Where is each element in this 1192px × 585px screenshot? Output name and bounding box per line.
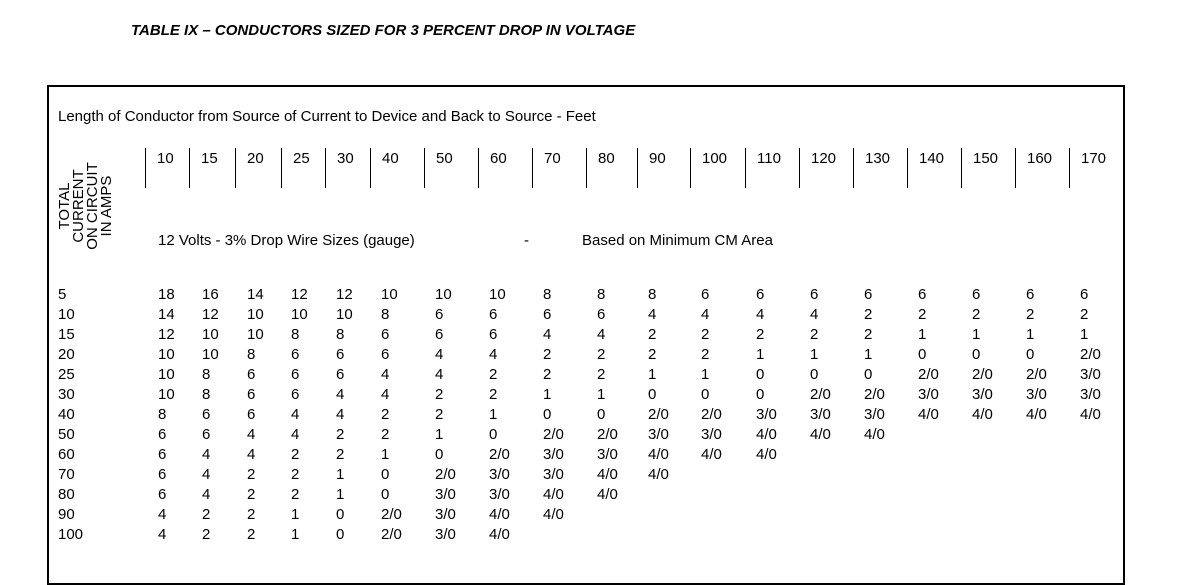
wire-gauge-cell: 4/0 (972, 406, 993, 423)
wire-gauge-cell: 3/0 (1026, 386, 1047, 403)
column-divider (637, 148, 638, 188)
current-axis-label-line: ON CIRCUIT (84, 162, 101, 250)
row-amps-label: 5 (58, 286, 67, 303)
wire-gauge-cell: 6 (972, 286, 981, 303)
wire-gauge-cell: 8 (597, 286, 606, 303)
wire-gauge-cell: 2 (247, 486, 256, 503)
wire-gauge-cell: 4/0 (810, 426, 831, 443)
wire-gauge-cell: 16 (202, 286, 219, 303)
wire-gauge-cell: 0 (597, 406, 606, 423)
column-divider (961, 148, 962, 188)
wire-gauge-cell: 4 (597, 326, 606, 343)
wire-gauge-cell: 2/0 (1080, 346, 1101, 363)
wire-gauge-cell: 10 (336, 306, 353, 323)
wire-gauge-cell: 0 (336, 526, 345, 543)
wire-gauge-cell: 10 (291, 306, 308, 323)
wire-gauge-cell: 6 (701, 286, 710, 303)
wire-gauge-cell: 1 (810, 346, 819, 363)
wire-gauge-cell: 4 (336, 406, 345, 423)
wire-gauge-cell: 2/0 (918, 366, 939, 383)
wire-gauge-cell: 4 (810, 306, 819, 323)
wire-gauge-cell: 1 (543, 386, 552, 403)
wire-gauge-cell: 0 (918, 346, 927, 363)
wire-gauge-cell: 4 (489, 346, 498, 363)
wire-gauge-cell: 10 (158, 346, 175, 363)
column-length-value: 30 (337, 150, 354, 167)
wire-gauge-cell: 12 (202, 306, 219, 323)
length-caption: Length of Conductor from Source of Current to Device and Back to Source - Feet (58, 108, 596, 125)
column-length-value: 160 (1027, 150, 1053, 167)
wire-gauge-cell: 4 (381, 366, 390, 383)
wire-gauge-cell: 1 (648, 366, 657, 383)
wire-gauge-cell: 6 (543, 306, 552, 323)
wire-gauge-cell: 6 (291, 346, 300, 363)
wire-gauge-cell: 2 (247, 506, 256, 523)
wire-gauge-cell: 6 (247, 366, 256, 383)
wire-gauge-cell: 0 (972, 346, 981, 363)
column-length-value: 140 (919, 150, 945, 167)
wire-gauge-cell: 2 (972, 306, 981, 323)
column-length-value: 20 (247, 150, 264, 167)
wire-gauge-cell: 2/0 (648, 406, 669, 423)
wire-gauge-cell: 4 (202, 446, 211, 463)
wire-gauge-cell: 4 (435, 366, 444, 383)
column-length-value: 130 (865, 150, 891, 167)
wire-gauge-cell: 2 (247, 526, 256, 543)
wire-gauge-cell: 4/0 (489, 526, 510, 543)
wire-gauge-cell: 3/0 (864, 406, 885, 423)
wire-gauge-cell: 2/0 (435, 466, 456, 483)
wire-gauge-cell: 2 (336, 426, 345, 443)
wire-gauge-cell: 0 (756, 386, 765, 403)
column-length-value: 100 (702, 150, 728, 167)
wire-gauge-cell: 4 (756, 306, 765, 323)
wire-gauge-cell: 4/0 (489, 506, 510, 523)
wire-gauge-cell: 1 (918, 326, 927, 343)
wire-gauge-cell: 1 (435, 426, 444, 443)
wire-gauge-cell: 1 (972, 326, 981, 343)
column-divider (325, 148, 326, 188)
wire-gauge-cell: 4 (648, 306, 657, 323)
column-divider (853, 148, 854, 188)
wire-gauge-cell: 2 (489, 366, 498, 383)
wire-gauge-cell: 1 (597, 386, 606, 403)
wire-gauge-cell: 10 (202, 346, 219, 363)
subheader-separator: - (524, 232, 529, 249)
current-axis-label (58, 126, 114, 286)
wire-gauge-cell: 2 (864, 326, 873, 343)
wire-gauge-cell: 6 (1080, 286, 1089, 303)
wire-gauge-cell: 4/0 (597, 466, 618, 483)
wire-gauge-cell: 2/0 (543, 426, 564, 443)
wire-gauge-cell: 2/0 (381, 506, 402, 523)
wire-gauge-cell: 6 (247, 386, 256, 403)
wire-gauge-cell: 10 (158, 366, 175, 383)
wire-gauge-cell: 6 (489, 326, 498, 343)
column-length-value: 60 (490, 150, 507, 167)
wire-gauge-cell: 12 (158, 326, 175, 343)
wire-gauge-cell: 14 (247, 286, 264, 303)
wire-gauge-cell: 4/0 (864, 426, 885, 443)
wire-gauge-cell: 8 (202, 386, 211, 403)
wire-gauge-cell: 2 (291, 466, 300, 483)
wire-gauge-cell: 4/0 (648, 466, 669, 483)
wire-gauge-cell: 0 (1026, 346, 1035, 363)
wire-gauge-cell: 6 (597, 306, 606, 323)
wire-gauge-cell: 10 (158, 386, 175, 403)
wire-gauge-cell: 4/0 (756, 446, 777, 463)
wire-gauge-cell: 0 (810, 366, 819, 383)
column-divider (532, 148, 533, 188)
basis-label: Based on Minimum CM Area (582, 232, 773, 249)
wire-gauge-cell: 6 (756, 286, 765, 303)
wire-gauge-cell: 8 (247, 346, 256, 363)
column-length-value: 10 (157, 150, 174, 167)
wire-gauge-cell: 4 (336, 386, 345, 403)
wire-gauge-cell: 8 (202, 366, 211, 383)
wire-gauge-cell: 4 (291, 426, 300, 443)
wire-gauge-cell: 1 (1080, 326, 1089, 343)
voltage-drop-label: 12 Volts - 3% Drop Wire Sizes (gauge) (158, 232, 415, 249)
wire-gauge-cell: 4 (202, 486, 211, 503)
wire-gauge-cell: 4/0 (1026, 406, 1047, 423)
wire-gauge-cell: 8 (543, 286, 552, 303)
wire-gauge-cell: 3/0 (918, 386, 939, 403)
column-length-value: 150 (973, 150, 999, 167)
column-length-value: 90 (649, 150, 666, 167)
wire-gauge-cell: 3/0 (489, 466, 510, 483)
wire-gauge-cell: 0 (381, 486, 390, 503)
wire-gauge-cell: 2 (435, 386, 444, 403)
wire-gauge-cell: 2/0 (701, 406, 722, 423)
wire-gauge-cell: 2 (381, 406, 390, 423)
row-amps-label: 40 (58, 406, 75, 423)
wire-gauge-cell: 6 (158, 426, 167, 443)
wire-gauge-cell: 6 (489, 306, 498, 323)
wire-gauge-cell: 6 (202, 406, 211, 423)
wire-gauge-cell: 6 (918, 286, 927, 303)
wire-gauge-cell: 4/0 (597, 486, 618, 503)
wire-gauge-cell: 2/0 (864, 386, 885, 403)
wire-gauge-cell: 12 (291, 286, 308, 303)
wire-gauge-cell: 0 (756, 366, 765, 383)
row-amps-label: 30 (58, 386, 75, 403)
column-divider (1015, 148, 1016, 188)
wire-gauge-cell: 1 (336, 466, 345, 483)
column-length-value: 110 (757, 150, 781, 167)
wire-gauge-cell: 10 (489, 286, 506, 303)
wire-gauge-cell: 2 (291, 486, 300, 503)
column-length-value: 15 (201, 150, 218, 167)
wire-gauge-cell: 2 (543, 366, 552, 383)
column-divider (799, 148, 800, 188)
wire-gauge-cell: 0 (381, 466, 390, 483)
row-amps-label: 100 (58, 526, 84, 543)
row-amps-label: 20 (58, 346, 75, 363)
wire-gauge-cell: 2/0 (972, 366, 993, 383)
wire-gauge-cell: 4 (247, 426, 256, 443)
wire-gauge-cell: 6 (158, 446, 167, 463)
column-divider (235, 148, 236, 188)
wire-gauge-cell: 2 (489, 386, 498, 403)
wire-gauge-cell: 4 (247, 446, 256, 463)
column-divider (907, 148, 908, 188)
wire-gauge-cell: 2 (597, 366, 606, 383)
row-amps-label: 10 (58, 306, 75, 323)
wire-gauge-cell: 3/0 (543, 466, 564, 483)
wire-gauge-cell: 4 (202, 466, 211, 483)
column-divider (1069, 148, 1070, 188)
wire-gauge-cell: 3/0 (701, 426, 722, 443)
wire-gauge-cell: 2 (918, 306, 927, 323)
wire-gauge-cell: 3/0 (435, 486, 456, 503)
wire-gauge-cell: 0 (543, 406, 552, 423)
wire-gauge-cell: 2 (864, 306, 873, 323)
wire-gauge-cell: 2 (247, 466, 256, 483)
wire-gauge-cell: 0 (864, 366, 873, 383)
wire-gauge-cell: 2/0 (1026, 366, 1047, 383)
column-length-value: 40 (382, 150, 399, 167)
column-length-value: 80 (598, 150, 615, 167)
wire-gauge-cell: 0 (701, 386, 710, 403)
wire-gauge-cell: 2 (701, 346, 710, 363)
wire-gauge-cell: 4 (543, 326, 552, 343)
wire-gauge-cell: 6 (381, 326, 390, 343)
wire-gauge-cell: 1 (381, 446, 390, 463)
wire-gauge-cell: 2 (648, 346, 657, 363)
wire-gauge-cell: 3/0 (648, 426, 669, 443)
column-divider (690, 148, 691, 188)
wire-gauge-cell: 2 (810, 326, 819, 343)
wire-gauge-cell: 4/0 (648, 446, 669, 463)
wire-gauge-cell: 6 (158, 466, 167, 483)
wire-gauge-cell: 14 (158, 306, 175, 323)
wire-gauge-cell: 4 (158, 526, 167, 543)
wire-gauge-cell: 4/0 (756, 426, 777, 443)
wire-gauge-cell: 1 (336, 486, 345, 503)
column-divider (189, 148, 190, 188)
wire-gauge-cell: 3/0 (1080, 386, 1101, 403)
wire-gauge-cell: 2 (1080, 306, 1089, 323)
wire-gauge-cell: 6 (435, 326, 444, 343)
wire-gauge-cell: 10 (247, 306, 264, 323)
wire-gauge-cell: 6 (247, 406, 256, 423)
wire-gauge-cell: 4 (701, 306, 710, 323)
wire-gauge-cell: 2 (648, 326, 657, 343)
wire-gauge-cell: 10 (247, 326, 264, 343)
row-amps-label: 90 (58, 506, 75, 523)
wire-gauge-cell: 2 (435, 406, 444, 423)
wire-gauge-cell: 4/0 (701, 446, 722, 463)
row-amps-label: 15 (58, 326, 75, 343)
wire-gauge-cell: 1 (489, 406, 498, 423)
wire-gauge-cell: 10 (435, 286, 452, 303)
wire-gauge-cell: 2 (336, 446, 345, 463)
wire-gauge-cell: 6 (158, 486, 167, 503)
column-divider (281, 148, 282, 188)
wire-gauge-cell: 4/0 (918, 406, 939, 423)
column-length-value: 25 (293, 150, 310, 167)
column-divider (424, 148, 425, 188)
wire-gauge-cell: 8 (158, 406, 167, 423)
wire-gauge-cell: 1 (1026, 326, 1035, 343)
wire-gauge-cell: 6 (864, 286, 873, 303)
wire-gauge-cell: 1 (291, 526, 300, 543)
wire-gauge-cell: 6 (291, 366, 300, 383)
wire-gauge-cell: 4/0 (1080, 406, 1101, 423)
column-length-value: 70 (544, 150, 561, 167)
wire-gauge-cell: 4/0 (543, 506, 564, 523)
row-amps-label: 70 (58, 466, 75, 483)
wire-gauge-cell: 3/0 (597, 446, 618, 463)
wire-gauge-cell: 0 (336, 506, 345, 523)
wire-gauge-cell: 1 (701, 366, 710, 383)
current-axis-label-line: IN AMPS (98, 175, 115, 237)
wire-gauge-cell: 0 (435, 446, 444, 463)
wire-gauge-cell: 8 (381, 306, 390, 323)
wire-gauge-cell: 6 (336, 366, 345, 383)
wire-gauge-cell: 3/0 (810, 406, 831, 423)
wire-gauge-cell: 6 (435, 306, 444, 323)
wire-gauge-cell: 3/0 (489, 486, 510, 503)
wire-gauge-cell: 2/0 (810, 386, 831, 403)
wire-gauge-cell: 2 (381, 426, 390, 443)
wire-gauge-cell: 1 (291, 506, 300, 523)
wire-gauge-cell: 2 (202, 526, 211, 543)
wire-gauge-cell: 2/0 (489, 446, 510, 463)
wire-gauge-cell: 4 (435, 346, 444, 363)
row-amps-label: 50 (58, 426, 75, 443)
wire-gauge-cell: 8 (291, 326, 300, 343)
wire-gauge-cell: 3/0 (1080, 366, 1101, 383)
row-amps-label: 80 (58, 486, 75, 503)
wire-gauge-cell: 3/0 (435, 526, 456, 543)
wire-gauge-cell: 1 (756, 346, 765, 363)
wire-gauge-cell: 6 (810, 286, 819, 303)
column-length-value: 170 (1081, 150, 1107, 167)
wire-gauge-cell: 2/0 (597, 426, 618, 443)
wire-gauge-cell: 8 (336, 326, 345, 343)
wire-gauge-cell: 3/0 (756, 406, 777, 423)
column-divider (586, 148, 587, 188)
wire-gauge-cell: 2/0 (381, 526, 402, 543)
wire-gauge-cell: 6 (291, 386, 300, 403)
wire-gauge-cell: 2 (291, 446, 300, 463)
wire-gauge-cell: 4 (158, 506, 167, 523)
wire-gauge-cell: 4 (381, 386, 390, 403)
wire-gauge-cell: 10 (381, 286, 398, 303)
column-divider (745, 148, 746, 188)
wire-gauge-cell: 0 (648, 386, 657, 403)
wire-gauge-cell: 2 (701, 326, 710, 343)
wire-gauge-cell: 6 (336, 346, 345, 363)
wire-gauge-cell: 4/0 (543, 486, 564, 503)
row-amps-label: 60 (58, 446, 75, 463)
row-amps-label: 25 (58, 366, 75, 383)
current-axis-label-line: CURRENT (70, 169, 87, 243)
wire-gauge-cell: 12 (336, 286, 353, 303)
table-title: TABLE IX – CONDUCTORS SIZED FOR 3 PERCENT DROP IN VOLTAGE (131, 22, 636, 39)
wire-gauge-cell: 3/0 (435, 506, 456, 523)
wire-gauge-cell: 0 (489, 426, 498, 443)
wire-gauge-cell: 3/0 (972, 386, 993, 403)
column-length-value: 50 (436, 150, 453, 167)
column-divider (145, 148, 146, 188)
wire-gauge-cell: 3/0 (543, 446, 564, 463)
wire-gauge-cell: 18 (158, 286, 175, 303)
wire-gauge-cell: 10 (202, 326, 219, 343)
wire-gauge-cell: 2 (543, 346, 552, 363)
wire-gauge-cell: 4 (291, 406, 300, 423)
wire-gauge-cell: 2 (1026, 306, 1035, 323)
column-divider (478, 148, 479, 188)
wire-gauge-cell: 2 (202, 506, 211, 523)
wire-gauge-cell: 6 (381, 346, 390, 363)
column-length-value: 120 (811, 150, 837, 167)
wire-gauge-cell: 6 (1026, 286, 1035, 303)
wire-gauge-cell: 1 (864, 346, 873, 363)
wire-gauge-cell: 2 (597, 346, 606, 363)
wire-gauge-cell: 6 (202, 426, 211, 443)
wire-gauge-cell: 8 (648, 286, 657, 303)
current-axis-label-line: TOTAL (56, 182, 73, 230)
column-divider (370, 148, 371, 188)
wire-gauge-cell: 2 (756, 326, 765, 343)
